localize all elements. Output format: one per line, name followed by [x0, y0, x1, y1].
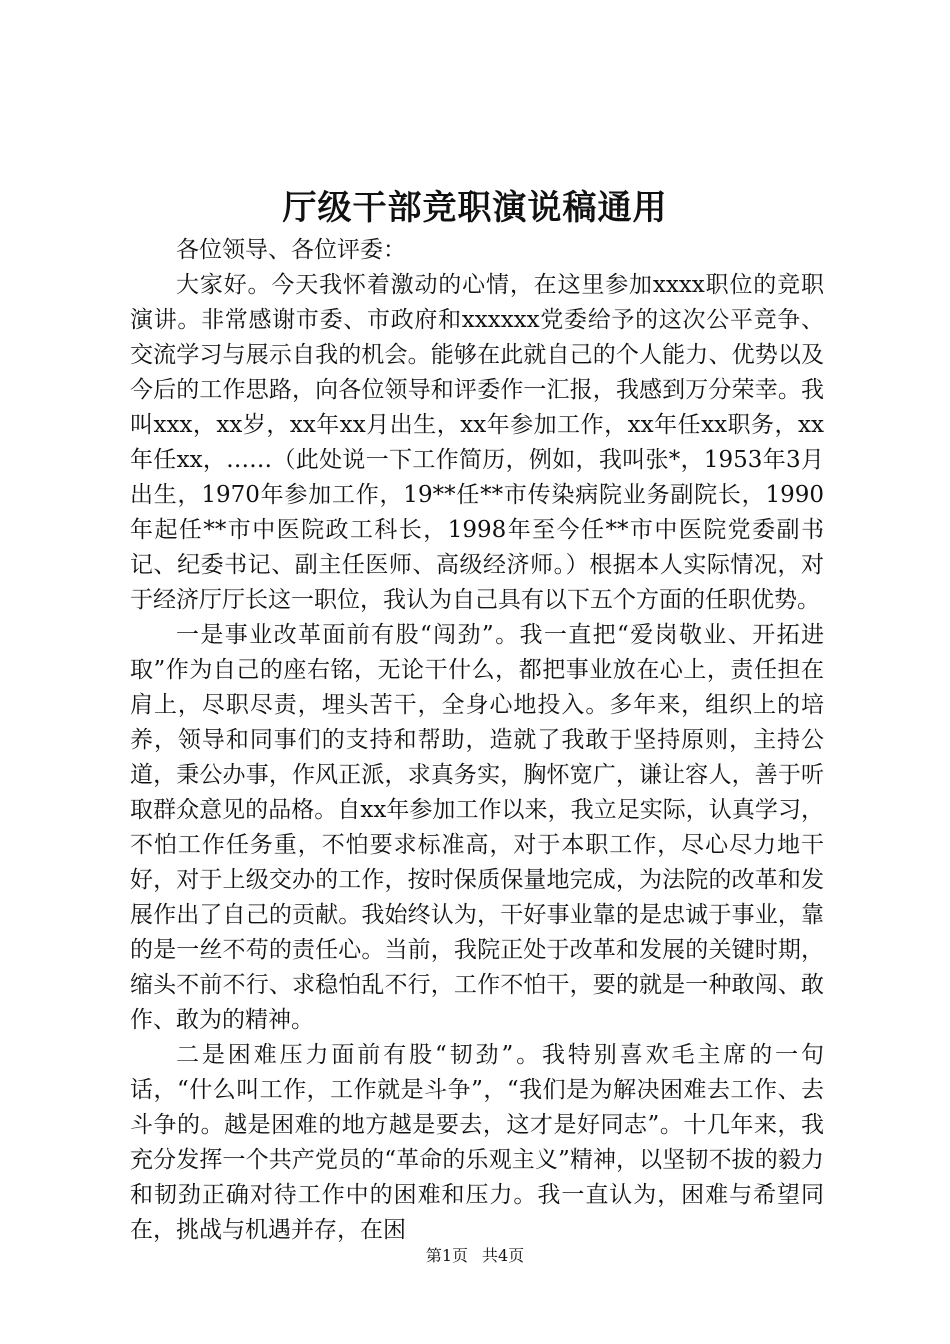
document-body: [130, 233, 824, 1248]
paragraph-advantage-two: 二是困难压力面前有股“韧劲”。我特别喜欢毛主席的一句话，“什么叫工作，工作就是斗争”，“我们是为解决困难去工作、去斗争的。越是困难的地方越是要去，这才是好同志”。十几年来，我充分发挥一个共产党员的“革命的乐观主义”精神，以坚韧不拔的毅力和韧劲正确对待工作中的困难和压力。我一直认为，困难与希望同在，挑战与机遇并存，在困: [130, 1042, 824, 1243]
paragraph-salutation: 各位领导、各位评委：: [176, 237, 406, 263]
paragraph-introduction: 大家好。今天我怀着激动的心情，在这里参加xxxx职位的竞职演讲。非常感谢市委、市政府和xxxxxx党委给予的这次公平竞争、交流学习与展示自我的机会。能够在此就自己的个人能力、优势以及今后的工作思路，向各位领导和评委作一汇报，我感到万分荣幸。我叫xxx，xx岁，xx年xx月出生，xx年参加工作，xx年任xx职务，xx年任xx，……（此处说一下工作简历，例如，我叫张*，1953年3月出生，1970年参加工作，19**任**市传染病院业务副院长，1990年起任**市中医院政工科长，1998年至今任**市中医院党委副书记、纪委书记、副主任医师、高级经济师。）根据本人实际情况，对于经济厅厅长这一职位，我认为自己具有以下五个方面的任职优势。: [130, 272, 824, 613]
page-footer: [0, 1244, 950, 1268]
page-number-total: 共4页: [482, 1246, 525, 1265]
page-number-current: 第1页: [425, 1246, 468, 1265]
document-title: 厅级干部竞职演说稿通用: [282, 188, 668, 228]
paragraph-advantage-one: 一是事业改革面前有股“闯劲”。我一直把“爱岗敬业、开拓进取”作为自己的座右铭，无论干什么，都把事业放在心上，责任担在肩上，尽职尽责，埋头苦干，全身心地投入。多年来，组织上的培养，领导和同事们的支持和帮助，造就了我敢于坚持原则，主持公道，秉公办事，作风正派，求真务实，胸怀宽广，谦让容人，善于听取群众意见的品格。自xx年参加工作以来，我立足实际，认真学习，不怕工作任务重，不怕要求标准高，对于本职工作，尽心尽力地干好，对于上级交办的工作，按时保质保量地完成，为法院的改革和发展作出了自己的贡献。我始终认为，干好事业靠的是忠诚于事业，靠的是一丝不苟的责任心。当前，我院正处于改革和发展的关键时期，缩头不前不行、求稳怕乱不行，工作不怕干，要的就是一种敢闯、敢作、敢为的精神。: [130, 622, 824, 1033]
